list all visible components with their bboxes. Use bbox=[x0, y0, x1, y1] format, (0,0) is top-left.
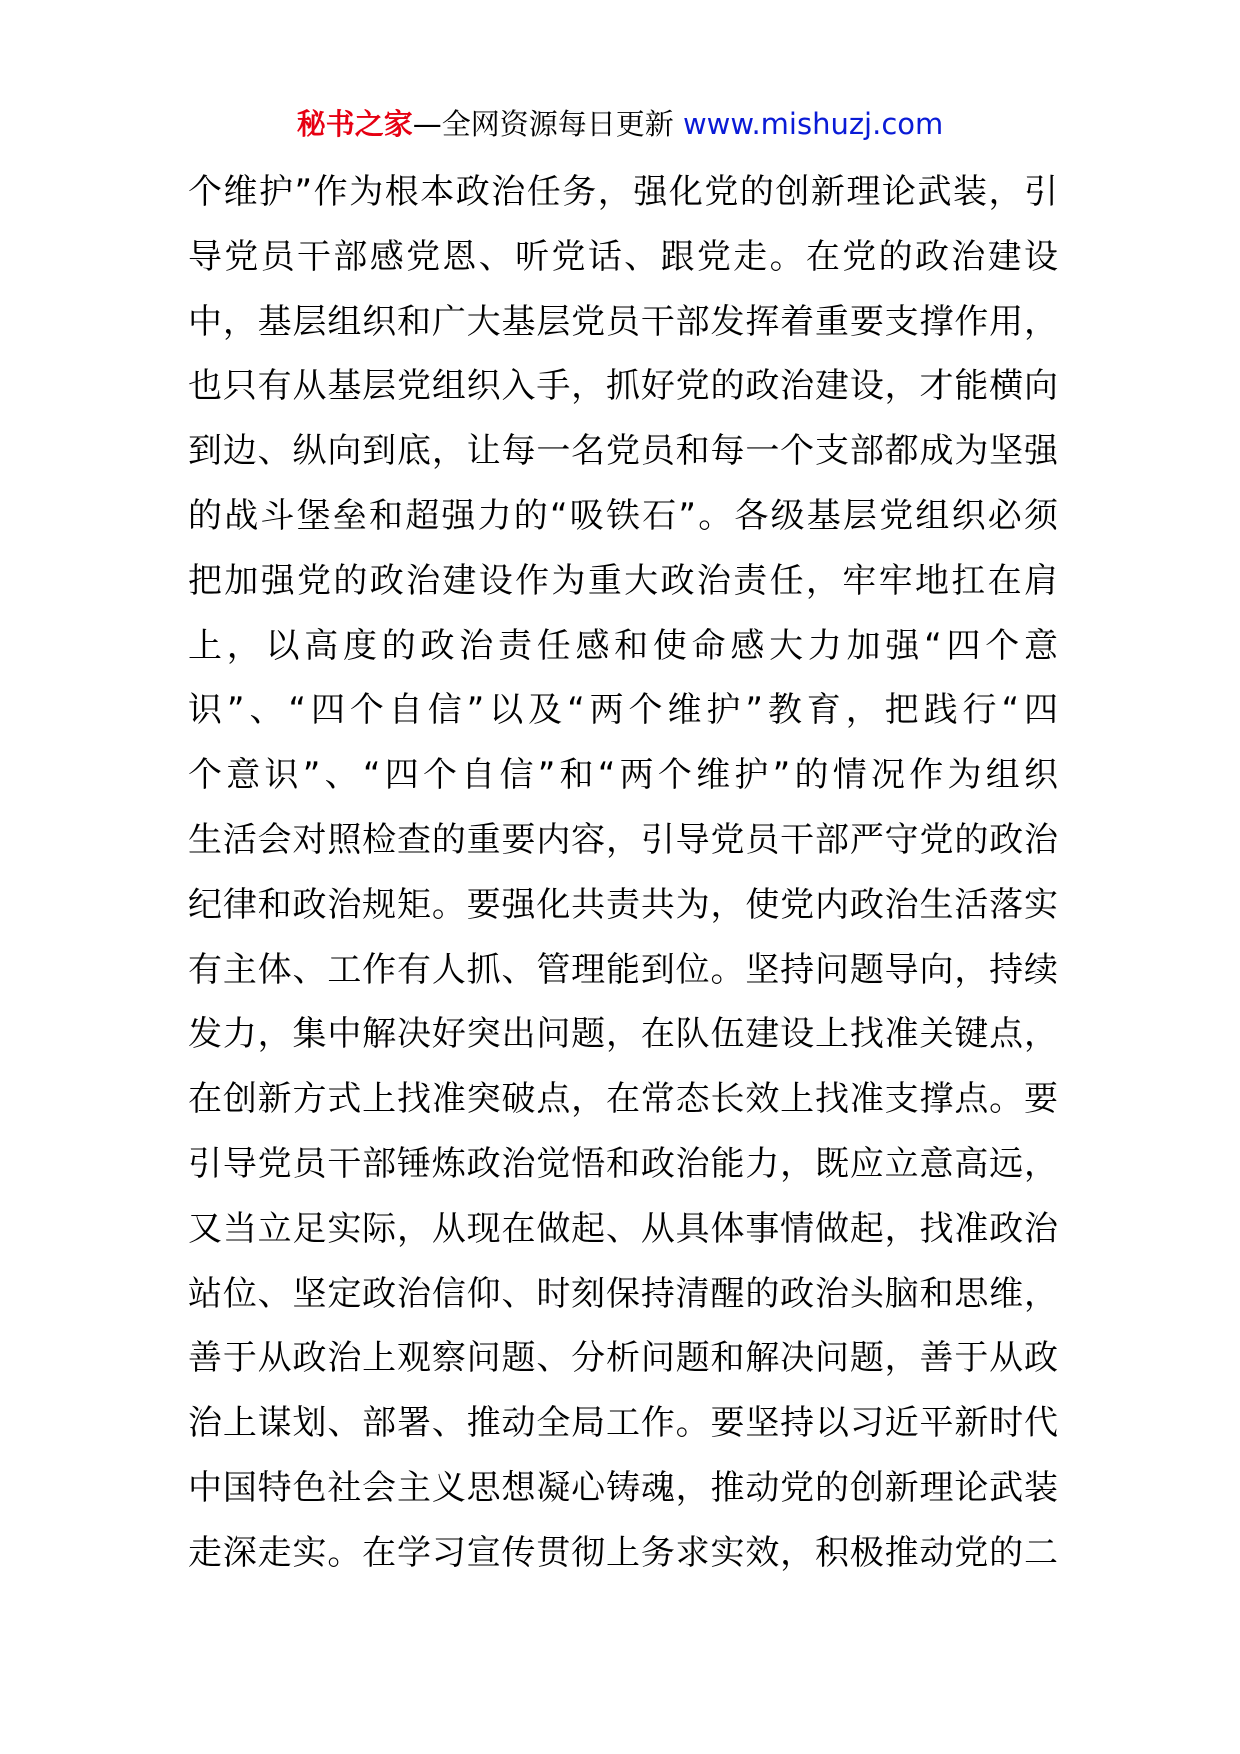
site-tagline: —全网资源每日更新 bbox=[412, 107, 674, 141]
text-line: 发力，集中解决好突出问题，在队伍建设上找准关键点， bbox=[188, 1014, 1058, 1055]
text-line: 导党员干部感党恩、听党话、跟党走。在党的政治建设 bbox=[188, 236, 1058, 277]
text-line: 纪律和政治规矩。要强化共责共为，使党内政治生活落实 bbox=[188, 884, 1058, 925]
text-line: 识”、“四个自信”以及“两个维护”教育，把践行“四 bbox=[188, 690, 1058, 731]
text-line: 生活会对照检查的重要内容，引导党员干部严守党的政治 bbox=[188, 819, 1058, 860]
text-line: 中国特色社会主义思想凝心铸魂，推动党的创新理论武装 bbox=[188, 1467, 1058, 1508]
text-line: 到边、纵向到底，让每一名党员和每一个支部都成为坚强 bbox=[188, 431, 1058, 472]
text-line: 有主体、工作有人抓、管理能到位。坚持问题导向，持续 bbox=[188, 949, 1058, 990]
text-line: 的战斗堡垒和超强力的“吸铁石”。各级基层党组织必须 bbox=[188, 495, 1058, 536]
text-line: 又当立足实际，从现在做起、从具体事情做起，找准政治 bbox=[188, 1208, 1058, 1249]
text-line: 中，基层组织和广大基层党员干部发挥着重要支撑作用， bbox=[188, 301, 1058, 342]
text-line: 站位、坚定政治信仰、时刻保持清醒的政治头脑和思维， bbox=[188, 1273, 1058, 1314]
document-body bbox=[188, 160, 1058, 1586]
text-line: 上，以高度的政治责任感和使命感大力加强“四个意 bbox=[188, 625, 1058, 666]
text-line: 也只有从基层党组织入手，抓好党的政治建设，才能横向 bbox=[188, 366, 1058, 407]
text-line: 治上谋划、部署、推动全局工作。要坚持以习近平新时代 bbox=[188, 1403, 1058, 1444]
text-line: 引导党员干部锤炼政治觉悟和政治能力，既应立意高远， bbox=[188, 1143, 1058, 1184]
text-line: 在创新方式上找准突破点，在常态长效上找准支撑点。要 bbox=[188, 1079, 1058, 1120]
site-url-link[interactable]: www.mishuzj.com bbox=[682, 107, 944, 141]
text-line: 走深走实。在学习宣传贯彻上务求实效，积极推动党的二 bbox=[188, 1532, 1058, 1573]
page-header bbox=[0, 102, 1240, 146]
text-line: 个维护”作为根本政治任务，强化党的创新理论武装，引 bbox=[188, 172, 1058, 212]
text-line: 个意识”、“四个自信”和“两个维护”的情况作为组织 bbox=[188, 755, 1058, 796]
site-brand: 秘书之家 bbox=[296, 107, 413, 141]
text-line: 善于从政治上观察问题、分析问题和解决问题，善于从政 bbox=[188, 1338, 1058, 1379]
text-line: 把加强党的政治建设作为重大政治责任，牢牢地扛在肩 bbox=[188, 560, 1058, 601]
